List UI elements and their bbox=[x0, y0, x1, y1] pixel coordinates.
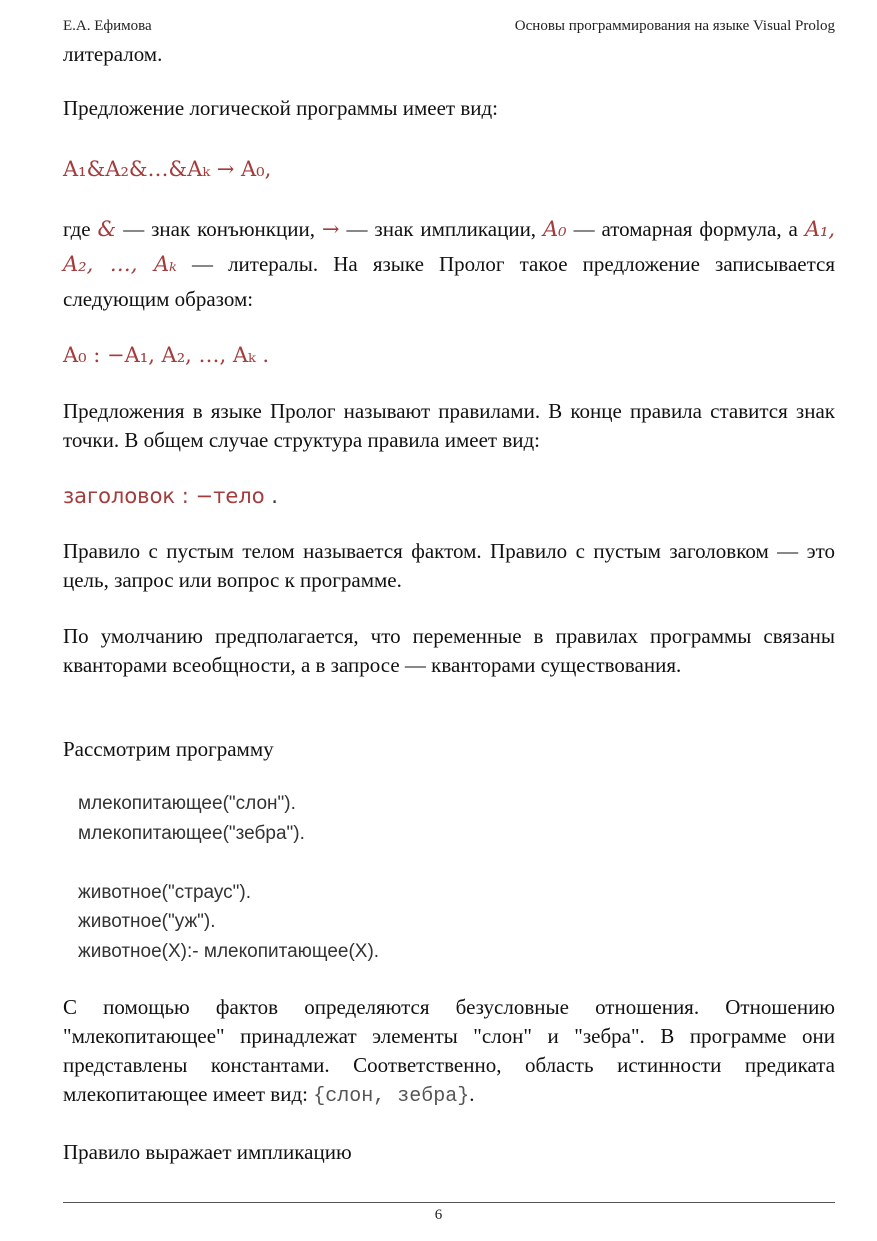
running-header-author: Е.А. Ефимова bbox=[63, 18, 152, 34]
code-line: животное(X):- млекопитающее(X). bbox=[78, 941, 380, 962]
truth-set: {слон, зебра} bbox=[313, 1085, 470, 1108]
running-header-title: Основы программирования на языке Visual Prolog bbox=[514, 18, 835, 34]
paragraph-facts-explanation bbox=[63, 993, 835, 1111]
a0-symbol: A₀ bbox=[543, 217, 567, 241]
formula-clause bbox=[63, 154, 271, 184]
formula-clause-text: A₁&A₂&…&Aₖ → A₀, bbox=[63, 157, 272, 181]
formula-rule-text: заголовок : −тело bbox=[63, 484, 265, 508]
text-atomic-formula: — атомарная формула, а bbox=[573, 217, 798, 241]
conjunction-symbol: & bbox=[97, 217, 117, 241]
formula-rule-period: . bbox=[271, 484, 278, 508]
paragraph-definitions bbox=[63, 212, 835, 317]
text-implication: — знак импликации, bbox=[346, 217, 537, 241]
paragraph-fact: Правило с пустым телом называется фактом. Правило с пустым заголовком — это цель, запрос или вопрос к программе. bbox=[63, 539, 835, 592]
text-literals: — литералы. На языке Пролог такое предложение записывается следующим образом: bbox=[63, 252, 835, 311]
code-line: животное("уж"). bbox=[78, 911, 216, 932]
text-period: . bbox=[469, 1082, 475, 1106]
paragraph-intro: Предложение логической программы имеет вид: bbox=[63, 96, 499, 120]
implication-arrow-symbol: → bbox=[321, 217, 340, 241]
paragraph-rules: Предложения в языке Пролог называют правилами. В конце правила ставится знак точки. В общем случае структура правила имеет вид: bbox=[63, 399, 835, 452]
paragraph-rule-implication: Правило выражает импликацию bbox=[63, 1140, 352, 1164]
page-number: 6 bbox=[434, 1207, 443, 1223]
code-line: млекопитающее("зебра"). bbox=[78, 823, 305, 844]
code-line: животное("страус"). bbox=[78, 882, 252, 903]
literals-symbol: A₁, A₂, …, Aₖ bbox=[63, 217, 836, 276]
paragraph-continuation: литералом. bbox=[63, 42, 163, 66]
formula-rule-structure bbox=[63, 481, 278, 511]
text-gde: где bbox=[63, 217, 91, 241]
paragraph-consider-program: Рассмотрим программу bbox=[63, 737, 274, 761]
code-line: млекопитающее("слон"). bbox=[78, 793, 296, 814]
footer-divider bbox=[63, 1202, 835, 1203]
paragraph-quantifiers: По умолчанию предполагается, что переменные в правилах программы связаны кванторами всеобщности, а в запросе — кванторами существования. bbox=[63, 624, 835, 677]
formula-prolog-text: A₀ : −A₁, A₂, …, Aₖ . bbox=[63, 343, 270, 367]
formula-prolog-clause bbox=[63, 340, 269, 370]
text-conjunction: — знак конъюнкции, bbox=[123, 217, 315, 241]
text-facts: С помощью фактов определяются безусловные отношения. Отношению "млекопитающее" принадлежат элементы "слон" и "зебра". В программе они представлены константами. Соответственно, область истинности предиката млекопитающее имеет вид: bbox=[63, 995, 835, 1106]
